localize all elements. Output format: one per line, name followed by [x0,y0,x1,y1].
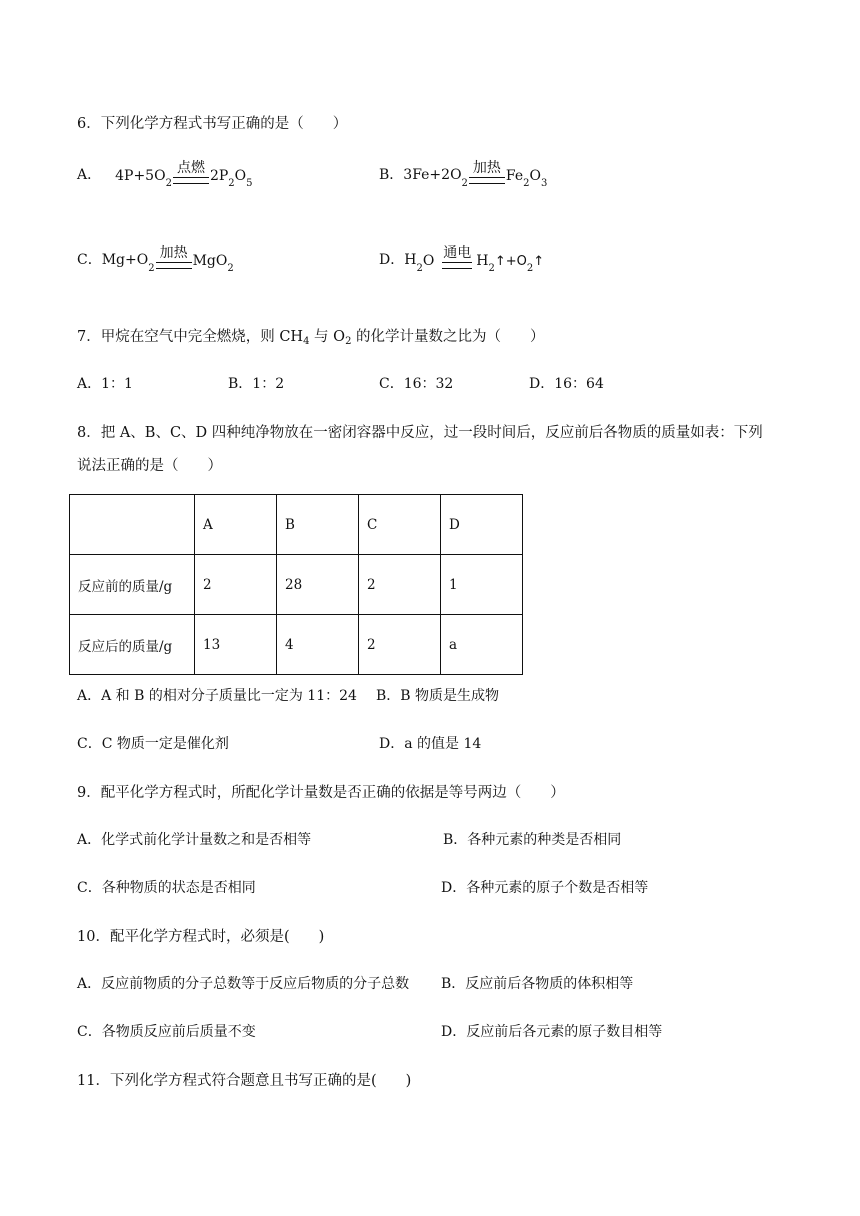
q6-a-condition [173,160,209,184]
table-cell: 28 [277,555,359,615]
table-header-cell: A [195,495,277,555]
q7-stem-part2: 与 O [309,329,346,345]
table-row [70,615,523,675]
q6-a-label: A． [77,167,102,183]
q6-b-cond-label: 加热 [472,160,501,176]
q10-option-c[interactable]: C．各物质反应前后质量不变 [77,1024,256,1040]
q6-c-label: C．Mg+O [77,252,149,268]
q6-d-condition [442,245,472,269]
q9-option-d[interactable]: D．各种元素的原子个数是否相等 [441,880,649,896]
table-header-cell: B [277,495,359,555]
q8-option-d[interactable]: D．a 的值是 14 [379,736,482,752]
table-cell: 反应前的质量/g [70,555,195,615]
q8-option-c[interactable]: C．C 物质一定是催化剂 [77,736,229,752]
q6-b-product: Fe [505,168,524,184]
q6-b-equals-bar [469,177,505,184]
q6-b-condition [469,160,505,184]
q6-option-d[interactable]: D．H 2 O 通电 H 2 ↑+O 2 ↑ [379,245,545,274]
q6-a-product-o: O [234,168,247,184]
q9-option-c[interactable]: C．各种物质的状态是否相同 [77,880,256,896]
q7-option-b[interactable]: B．1：2 [228,376,285,392]
q6-d-product-h: H [476,253,489,269]
q6-option-c[interactable]: C．Mg+O 2 加热 MgO 2 [77,245,234,274]
q8-stem-line2: 说法正确的是（ ） [77,458,222,474]
q10-stem: 10．配平化学方程式时，必须是( ) [77,929,325,945]
q6-b-label: B．3Fe+2O [379,167,462,183]
q9-option-a[interactable]: A．化学式前化学计量数之和是否相等 [77,832,312,848]
q6-d-reactant-o: O [422,253,435,269]
q6-d-gas-arrow: ↑ [533,254,545,269]
q6-a-cond-label: 点燃 [176,160,205,176]
q10-option-a[interactable]: A．反应前物质的分子总数等于反应后物质的分子总数 [77,976,410,992]
q6-option-b[interactable]: B．3Fe+2O 2 加热 Fe 2 O 3 [379,160,548,189]
q6-a-equals-bar [173,177,209,184]
q7-option-a[interactable]: A．1：1 [77,376,133,392]
q6-d-label: D．H [379,252,417,268]
q9-stem: 9．配平化学方程式时，所配化学计量数是否正确的依据是等号两边（ ） [77,785,565,801]
q7-option-c[interactable]: C．16：32 [379,376,454,392]
table-header-cell [70,495,195,555]
q8-stem-line1: 8．把 A、B、C、D 四种纯净物放在一密闭容器中反应，过一段时间后，反应前后各物质的质量如表：下列 [77,425,763,441]
q6-d-product-mid: ↑+O [494,254,527,269]
table-cell: 13 [195,615,277,675]
q7-stem-part3: 的化学计量数之比为（ ） [351,329,545,345]
q6-option-a[interactable]: A． 4P+5O 2 点燃 2P 2 O 5 [77,160,253,189]
table-cell: 4 [277,615,359,675]
table-cell: 2 [195,555,277,615]
q9-option-b[interactable]: B．各种元素的种类是否相同 [443,832,622,848]
q7-option-d[interactable]: D．16：64 [529,376,604,392]
table-cell: 反应后的质量/g [70,615,195,675]
table-header-cell: C [359,495,441,555]
q8-option-b[interactable]: B．B 物质是生成物 [376,688,500,704]
q6-d-cond-label: 通电 [443,245,472,261]
q6-c-equals-bar [156,262,192,269]
q6-a-reactants: 4P+5O [115,168,166,184]
q6-stem: 6．下列化学方程式书写正确的是（ ） [77,116,348,132]
q6-c-condition [156,245,192,269]
q10-option-d[interactable]: D．反应前后各元素的原子数目相等 [441,1024,663,1040]
q6-c-cond-label: 加热 [159,245,188,261]
mass-table [69,494,523,675]
table-header-row [70,495,523,555]
q7-sub-4: 4 [303,336,310,347]
q6-c-product: MgO [192,253,228,269]
table-cell: a [441,615,523,675]
q8-option-a[interactable]: A．A 和 B 的相对分子质量比一定为 11：24 [77,688,357,704]
table-row [70,555,523,615]
q6-d-equals-bar [442,262,472,269]
q10-option-b[interactable]: B．反应前后各物质的体积相等 [441,976,634,992]
q7-stem [77,325,545,346]
table-cell: 1 [441,555,523,615]
q6-b-product-o: O [529,168,542,184]
q6-a-product: 2P [209,168,229,184]
table-cell: 2 [359,615,441,675]
table-cell: 2 [359,555,441,615]
q7-sub-2: 2 [345,336,352,347]
q7-stem-part1: 7．甲烷在空气中完全燃烧，则 CH [77,329,304,345]
table-header-cell: D [441,495,523,555]
q11-stem: 11．下列化学方程式符合题意且书写正确的是( ) [77,1073,412,1089]
